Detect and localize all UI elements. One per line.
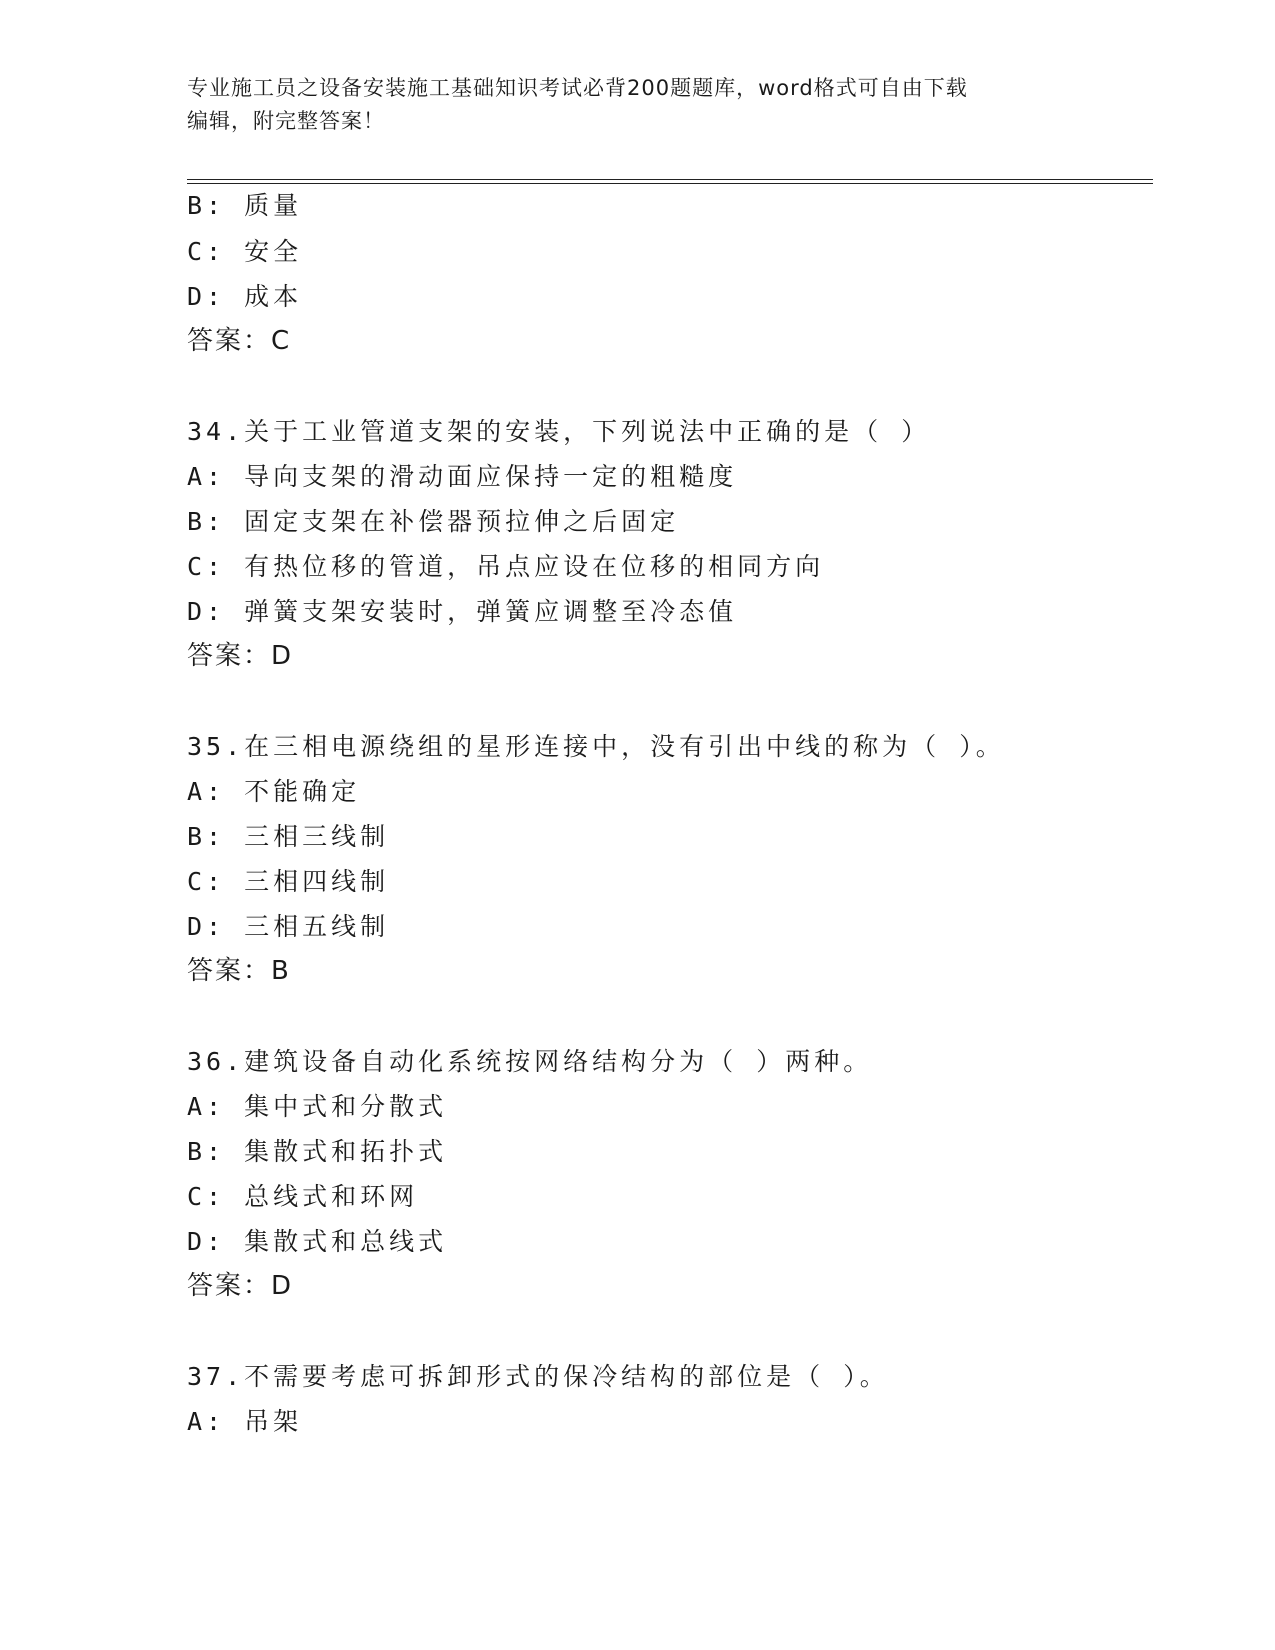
q34-option-b: B: 固定支架在补偿器预拉伸之后固定 bbox=[187, 507, 680, 536]
q36-option-b: B: 集散式和拓扑式 bbox=[187, 1137, 448, 1166]
q37-question: 37.不需要考虑可拆卸形式的保冷结构的部位是（ ）。 bbox=[187, 1362, 889, 1391]
q36-option-c: C: 总线式和环网 bbox=[187, 1182, 419, 1211]
q33-option-b: B: 质量 bbox=[187, 191, 303, 220]
q34-answer: 答案：D bbox=[187, 641, 294, 671]
header-divider-top bbox=[187, 179, 1153, 180]
q35-option-a: A: 不能确定 bbox=[187, 777, 361, 806]
q33-option-d: D: 成本 bbox=[187, 282, 303, 311]
q35-question: 35.在三相电源绕组的星形连接中，没有引出中线的称为（ ）。 bbox=[187, 732, 1005, 761]
q36-question: 36.建筑设备自动化系统按网络结构分为（ ）两种。 bbox=[187, 1047, 873, 1076]
q35-answer: 答案：B bbox=[187, 956, 291, 986]
header-title-line-2: 编辑，附完整答案！ bbox=[187, 109, 385, 133]
q34-question: 34.关于工业管道支架的安装，下列说法中正确的是（ ） bbox=[187, 417, 931, 446]
q35-option-d: D: 三相五线制 bbox=[187, 912, 390, 941]
q33-option-c: C: 安全 bbox=[187, 237, 303, 266]
q37-option-a: A: 吊架 bbox=[187, 1407, 303, 1436]
header-title-line-1: 专业施工员之设备安装施工基础知识考试必背200题题库，word格式可自由下载 bbox=[187, 76, 968, 100]
header-divider-bottom bbox=[187, 183, 1153, 184]
document-header bbox=[187, 72, 1067, 138]
q36-answer: 答案：D bbox=[187, 1271, 294, 1301]
q35-option-b: B: 三相三线制 bbox=[187, 822, 390, 851]
q36-option-d: D: 集散式和总线式 bbox=[187, 1227, 448, 1256]
q36-option-a: A: 集中式和分散式 bbox=[187, 1092, 448, 1121]
q34-option-d: D: 弹簧支架安装时，弹簧应调整至冷态值 bbox=[187, 597, 738, 626]
q34-option-c: C: 有热位移的管道，吊点应设在位移的相同方向 bbox=[187, 552, 825, 581]
q34-option-a: A: 导向支架的滑动面应保持一定的粗糙度 bbox=[187, 462, 738, 491]
q33-answer: 答案：C bbox=[187, 326, 292, 356]
q35-option-c: C: 三相四线制 bbox=[187, 867, 390, 896]
